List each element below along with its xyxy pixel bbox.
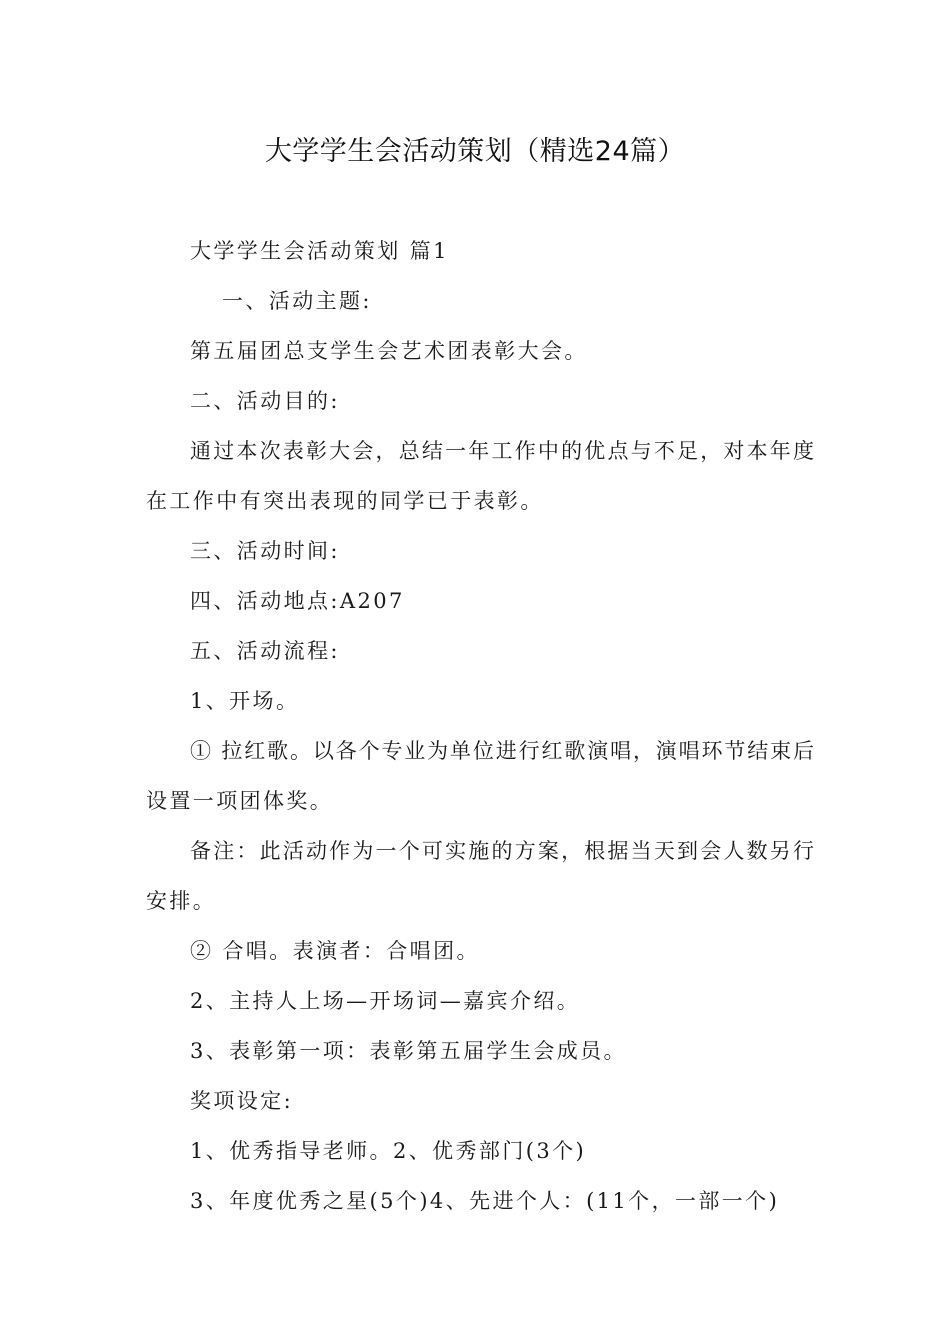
paragraph-line: 四、活动地点:A207 [190,589,405,613]
paragraph-line: 五、活动流程: [190,639,340,663]
paragraph-line: 在工作中有突出表现的同学已于表彰。 [146,489,544,513]
paragraph-line: 一、活动主题: [222,289,372,313]
paragraph-line: 1、优秀指导老师。2、优秀部门(3个) [190,1139,587,1163]
paragraph-line: 三、活动时间: [190,539,340,563]
paragraph-line: 二、活动目的: [190,389,340,413]
paragraph-line: 备注：此活动作为一个可实施的方案，根据当天到会人数另行 [190,839,814,863]
paragraph-line: 安排。 [146,889,217,913]
paragraph-line: ② 合唱。表演者：合唱团。 [190,939,480,963]
document-title: 大学学生会活动策划（精选24篇） [264,136,686,167]
paragraph-line: 通过本次表彰大会，总结一年工作中的优点与不足，对本年度 [190,439,814,463]
paragraph-line: 3、年度优秀之星(5个)4、先进个人：(11个，一部一个) [190,1189,780,1213]
paragraph-line: 第五届团总支学生会艺术团表彰大会。 [190,339,588,363]
paragraph-line: 3、表彰第一项：表彰第五届学生会成员。 [190,1039,627,1063]
paragraph-line: 奖项设定: [190,1089,294,1113]
paragraph-line: 2、主持人上场—开场词—嘉宾介绍。 [190,989,581,1013]
paragraph-line: 设置一项团体奖。 [146,789,334,813]
section-heading: 大学学生会活动策划 篇1 [190,239,449,263]
paragraph-line: ① 拉红歌。以各个专业为单位进行红歌演唱，演唱环节结束后 [190,739,814,763]
paragraph-line: 1、开场。 [190,689,300,713]
